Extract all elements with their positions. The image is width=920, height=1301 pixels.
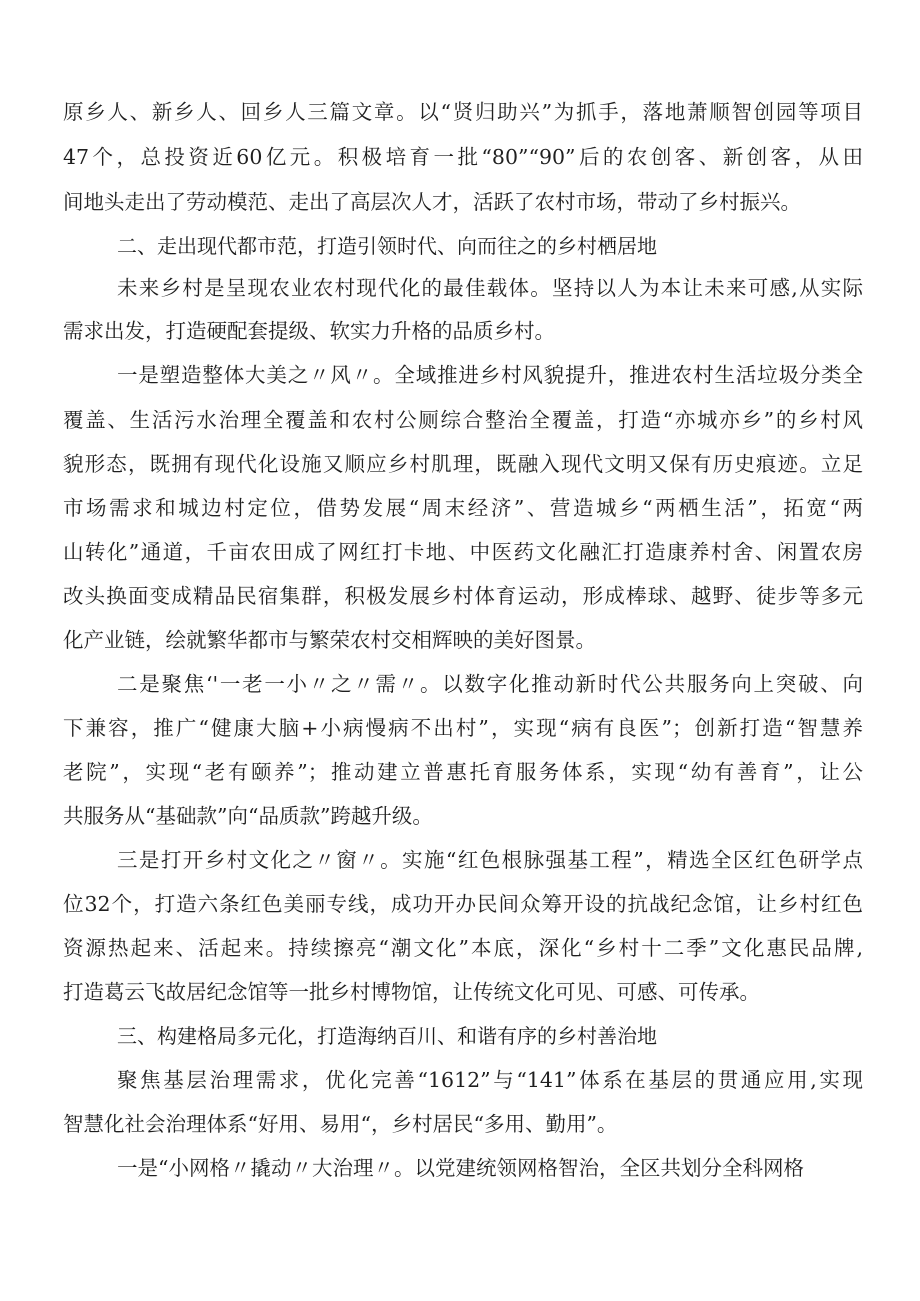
text-line: 47个，总投资近60亿元。积极培育一批“80”“90”后的农创客、新创客，从田 — [63, 145, 863, 169]
text-line: 老院”，实现“老有颐养”；推动建立普惠托育服务体系，实现“幼有善育”，让公 — [63, 760, 863, 784]
text-line: 改头换面变成精品民宿集群，积极发展乡村体育运动，形成棒球、越野、徒步等多元 — [63, 584, 863, 608]
text-line: 山转化”通道，千亩农田成了网红打卡地、中医药文化融汇打造康养村舍、闲置农房 — [63, 540, 863, 564]
text-line: 下兼容，推广“健康大脑+小病慢病不出村”，实现“病有良医”；创新打造“智慧养 — [63, 716, 863, 740]
text-line: 打造葛云飞故居纪念馆等一批乡村博物馆，让传统文化可见、可感、可传承。 — [63, 980, 760, 1004]
text-line: 市场需求和城边村定位，借势发展“周末经济”、营造城乡“两栖生活”，拓宽“两 — [63, 496, 863, 520]
text-line: 共服务从“基础款”向“品质款”跨越升级。 — [63, 804, 433, 828]
text-line: 间地头走出了劳动模范、走出了高层次人才，活跃了农村市场，带动了乡村振兴。 — [63, 190, 801, 214]
text-line: 需求出发，打造硬配套提级、软实力升格的品质乡村。 — [63, 319, 555, 343]
text-line: 未来乡村是呈现农业农村现代化的最佳载体。坚持以人为本让未来可感,从实际 — [117, 276, 863, 300]
text-line: 位32个，打造六条红色美丽专线，成功开办民间众筹开设的抗战纪念馆，让乡村红色 — [63, 892, 863, 916]
text-line: 原乡人、新乡人、回乡人三篇文章。以“贤归助兴”为抓手，落地萧顺智创园等项目 — [63, 100, 863, 124]
text-line: 三是打开乡村文化之〃窗〃。实施“红色根脉强基工程”，精选全区红色研学点 — [117, 848, 863, 872]
text-line: 二是聚焦‘'一老一小〃之〃需〃。以数字化推动新时代公共服务向上突破、向 — [117, 672, 863, 696]
text-line: 貌形态，既拥有现代化设施又顺应乡村肌理，既融入现代文明又保有历史痕迹。立足 — [63, 452, 863, 476]
section-heading: 三、构建格局多元化，打造海纳百川、和谐有序的乡村善治地 — [117, 1024, 657, 1048]
text-line: 化产业链，绘就繁华都市与繁荣农村交相辉映的美好图景。 — [63, 628, 596, 652]
section-heading: 二、走出现代都市范，打造引领时代、向而往之的乡村栖居地 — [117, 234, 657, 258]
text-line: 一是塑造整体大美之〃风〃。全域推进乡村风貌提升，推进农村生活垃圾分类全 — [117, 363, 863, 387]
text-line: 智慧化社会治理体系“好用、易用“，乡村居民“多用、勤用”。 — [63, 1112, 618, 1136]
text-line: 一是“小网格〃撬动〃大治理〃。以党建统领网格智治，全区共划分全科网格 — [117, 1156, 804, 1180]
text-line: 资源热起来、活起来。持续擦亮“潮文化”本底，深化“乡村十二季”文化惠民品牌, — [63, 936, 863, 960]
text-line: 聚焦基层治理需求，优化完善“1612”与“141”体系在基层的贯通应用,实现 — [117, 1068, 863, 1092]
text-line: 覆盖、生活污水治理全覆盖和农村公厕综合整治全覆盖，打造“亦城亦乡”的乡村风 — [63, 408, 863, 432]
